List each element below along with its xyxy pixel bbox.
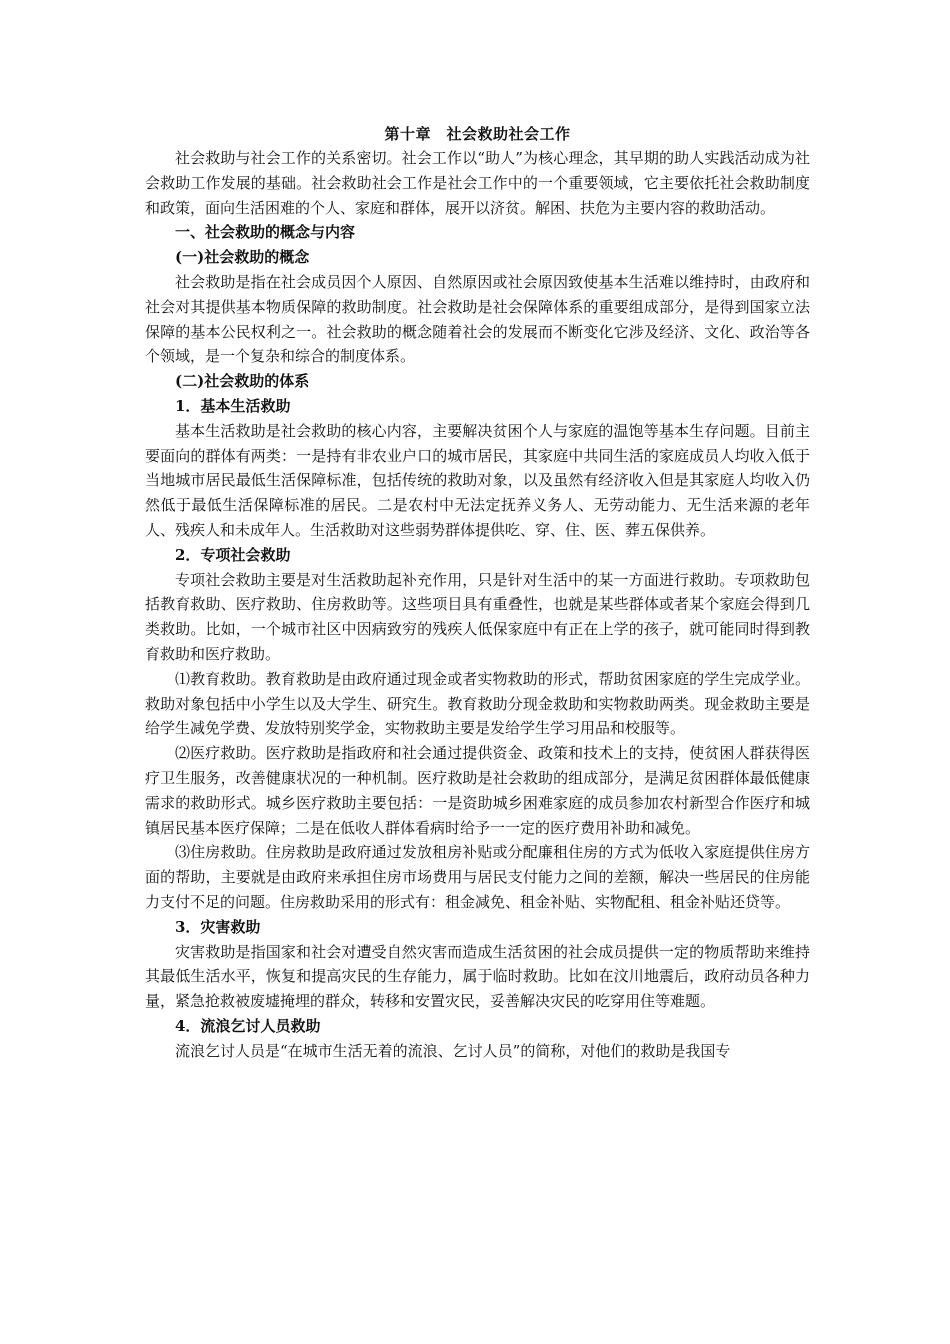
- item-heading: 3．灾害救助: [175, 917, 261, 936]
- body-paragraph: ⑶住房救助。住房救助是政府通过发放租房补贴或分配廉租住房的方式为低收入家庭提供住房方面的帮助，主要就是由政府来承担住房市场费用与居民支付能力之间的差额，解决一些居民的住房能力支付不足的问题。住房救助采用的形式有：租金减免、租金补贴、实物配租、租金补贴还贷等。: [145, 843, 810, 911]
- body-paragraph: 专项社会救助主要是对生活救助起补充作用，只是针对生活中的某一方面进行救助。专项救助包括教育救助、医疗救助、住房救助等。这些项目具有重叠性，也就是某些群体或者某个家庭会得到几类救助。比如，一个城市社区中因病致穷的残疾人低保家庭中有正在上学的孩子，就可能同时得到教育救助和医疗救助。: [145, 570, 810, 663]
- body-paragraph: ⑴教育救助。教育救助是由政府通过现金或者实物救助的形式，帮助贫困家庭的学生完成学业。救助对象包括中小学生以及大学生、研究生。教育救助分现金救助和实物救助两类。现金救助主要是给学生减免学费、发放特别奖学金，实物救助主要是发给学生学习用品和校服等。: [145, 669, 810, 738]
- subsection-heading: (一)社会救助的概念: [175, 248, 310, 267]
- document-page: [145, 122, 810, 1063]
- body-paragraph: 基本生活救助是社会救助的核心内容，主要解决贫困个人与家庭的温饱等基本生存问题。目前主要面向的群体有两类：一是持有非农业户口的城市居民，其家庭中共同生活的家庭成员人均收入低于当地城市居民最低生活保障标准，包括传统的救助对象，以及虽然有经济收入但是其家庭人均收入仍然低于最低生活保障标准的居民。二是农村中无法定抚养义务人、无劳动能力、无生活来源的老年人、残疾人和未成年人。生活救助对这些弱势群体提供吃、穿、住、医、葬五保供养。: [145, 421, 810, 539]
- body-paragraph: ⑵医疗救助。医疗救助是指政府和社会通过提供资金、政策和技术上的支持，使贫困人群获得医疗卫生服务，改善健康状况的一种机制。医疗救助是社会救助的组成部分，是满足贫困群体最低健康需求的救助形式。城乡医疗救助主要包括：一是资助城乡困难家庭的成员参加农村新型合作医疗和城镇居民基本医疗保障；二是在低收人群体看病时给予一一定的医疗费用补助和减免。: [145, 744, 810, 837]
- item-heading: 2．专项社会救助: [175, 545, 291, 564]
- body-paragraph: 灾害救助是指国家和社会对遭受自然灾害而造成生活贫困的社会成员提供一定的物质帮助来维持其最低生活水平，恢复和提高灾民的生存能力，属于临时救助。比如在汶川地震后，政府动员各种力量，紧急抢救被废墟掩埋的群众，转移和安置灾民，妥善解决灾民的吃穿用住等难题。: [145, 942, 810, 1011]
- item-heading: 4．流浪乞讨人员救助: [175, 1016, 321, 1035]
- item-heading: 1．基本生活救助: [175, 396, 291, 415]
- section-heading: 一、社会救助的概念与内容: [175, 223, 356, 242]
- chapter-title: 第十章 社会救助社会工作: [384, 125, 571, 143]
- body-paragraph: 社会救助是指在社会成员因个人原因、自然原因或社会原因致使基本生活难以维持时，由政府和社会对其提供基本物质保障的救助制度。社会救助是社会保障体系的重要组成部分，是得到国家立法保障的基本公民权利之一。社会救助的概念随着社会的发展而不断变化它涉及经济、文化、政治等各个领域，是一个复杂和综合的制度体系。: [145, 272, 810, 366]
- body-paragraph: 流浪乞讨人员是“在城市生活无着的流浪、乞讨人员”的简称，对他们的救助是我国专: [175, 1041, 731, 1060]
- subsection-heading: (二)社会救助的体系: [175, 372, 310, 391]
- body-paragraph: 社会救助与社会工作的关系密切。社会工作以“助人”为核心理念，其早期的助人实践活动成为社会救助工作发展的基础。社会救助社会工作是社会工作中的一个重要领域，它主要依托社会救助制度和政策，面向生活困难的个人、家庭和群体，展开以济贫。解困、扶危为主要内容的救助活动。: [145, 149, 810, 217]
